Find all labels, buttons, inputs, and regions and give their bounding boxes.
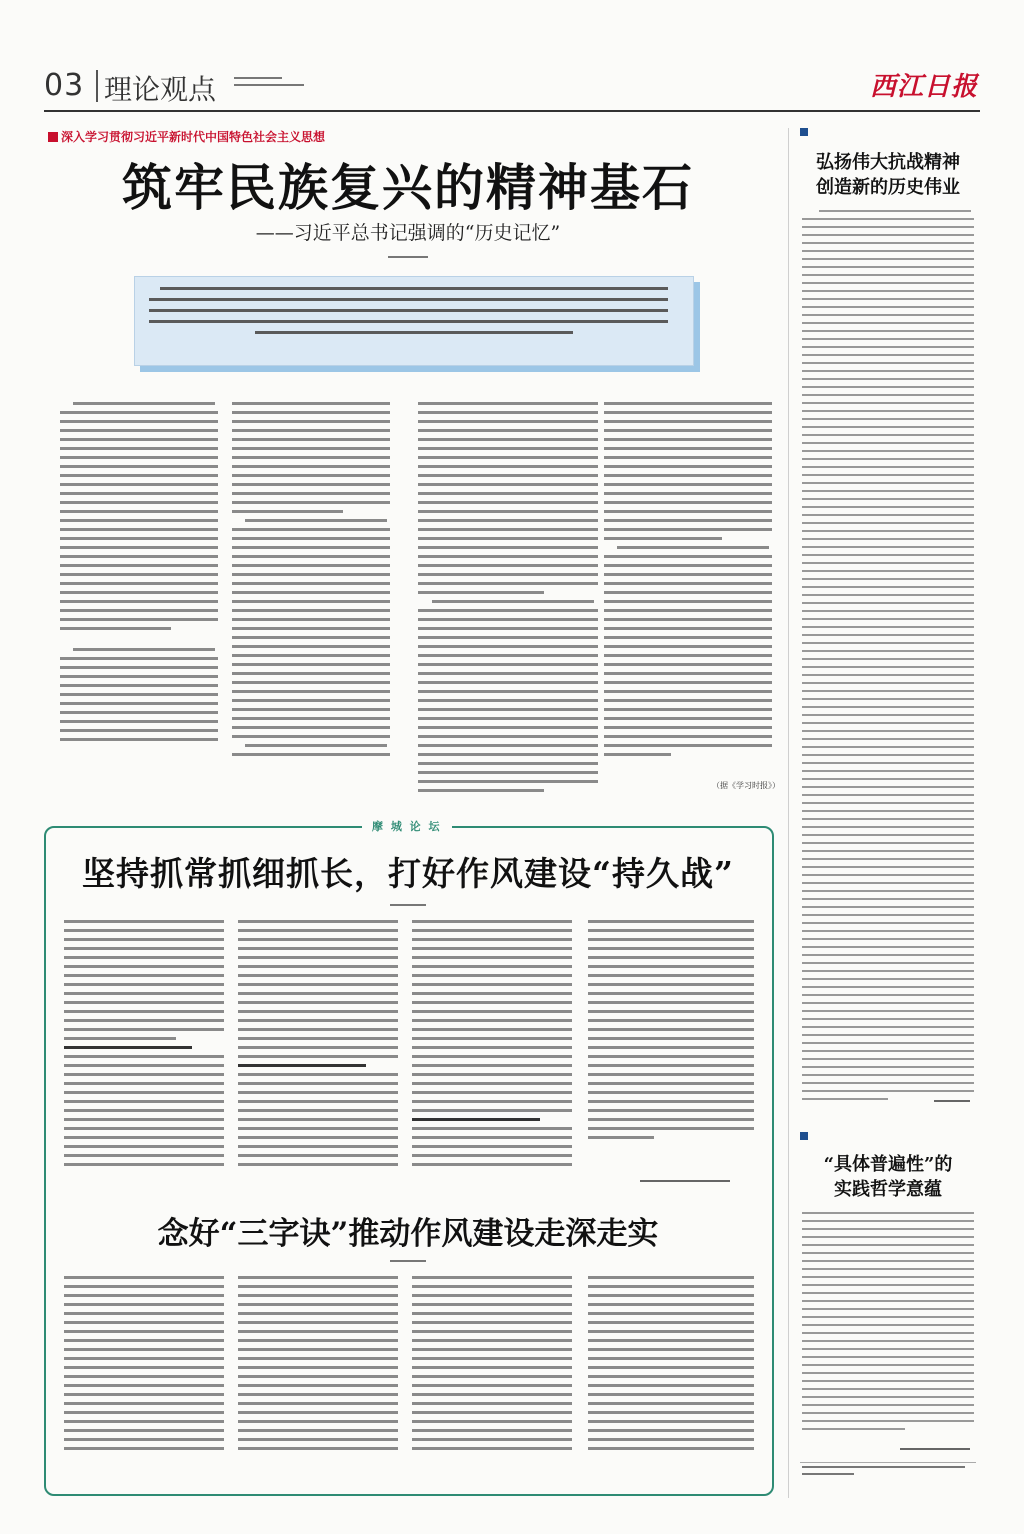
sidebar-note (802, 1466, 974, 1475)
forum-article1-title: 坚持抓常抓细抓长，打好作风建设“持久战” (82, 854, 734, 893)
forum2-column-1 (64, 1276, 224, 1476)
sidebar-top-title-line2: 创造新的历史伟业 (816, 177, 960, 198)
editor-info (234, 74, 304, 86)
article-byline (48, 252, 768, 261)
article-source: （据《学习时报》） (712, 781, 780, 790)
forum2-column-2 (238, 1276, 398, 1476)
sidebar-top-source (934, 1096, 970, 1104)
article-headline: 筑牢民族复兴的精神基石 (122, 158, 694, 217)
page-number: 03 (44, 68, 85, 103)
forum2-column-3 (412, 1276, 572, 1476)
sidebar-tag-icon (800, 128, 811, 138)
forum-article1-byline (60, 900, 756, 909)
sidebar-bottom-title-line1: “具体普遍性”的 (823, 1154, 953, 1175)
sidebar-top-title (800, 150, 976, 200)
body-column-1 (60, 402, 218, 802)
masthead-divider (96, 70, 98, 102)
forum-article2-byline (60, 1256, 756, 1265)
sidebar-divider (788, 128, 789, 1498)
masthead (44, 64, 980, 108)
sidebar-bottom-title (800, 1152, 976, 1202)
forum-article2-title: 念好“三字诀”推动作风建设走深走实 (157, 1216, 659, 1252)
sidebar-bottom-source (900, 1444, 970, 1452)
article-subheadline: ——习近平总书记强调的“历史记忆” (255, 222, 561, 244)
forum-article1-body (64, 920, 754, 1190)
body-column-4 (604, 402, 772, 802)
body-column-2 (232, 402, 390, 802)
sidebar-note-rule (800, 1462, 976, 1463)
article-body-columns (60, 402, 772, 802)
forum-article2-body (64, 1276, 754, 1476)
section-title: 理论观点 (104, 73, 217, 106)
header-rule (44, 110, 980, 112)
sidebar-tag-icon-2 (800, 1132, 811, 1142)
sidebar-bottom-body (802, 1212, 974, 1436)
body-column-3 (418, 402, 598, 802)
forum-label: 摩 城 论 坛 (362, 818, 452, 834)
article-kicker: 深入学习贯彻习近平新时代中国特色社会主义思想 (48, 128, 325, 145)
article-summary-box (134, 276, 694, 366)
sidebar-bottom-title-line2: 实践哲学意蕴 (834, 1179, 942, 1200)
forum2-column-4 (588, 1276, 754, 1476)
sidebar-top-body (802, 210, 974, 1106)
newspaper-logo: 西江日报 (869, 72, 978, 102)
sidebar-top-title-line1: 弘扬伟大抗战精神 (816, 152, 960, 173)
forum-article1-source (640, 1176, 730, 1184)
